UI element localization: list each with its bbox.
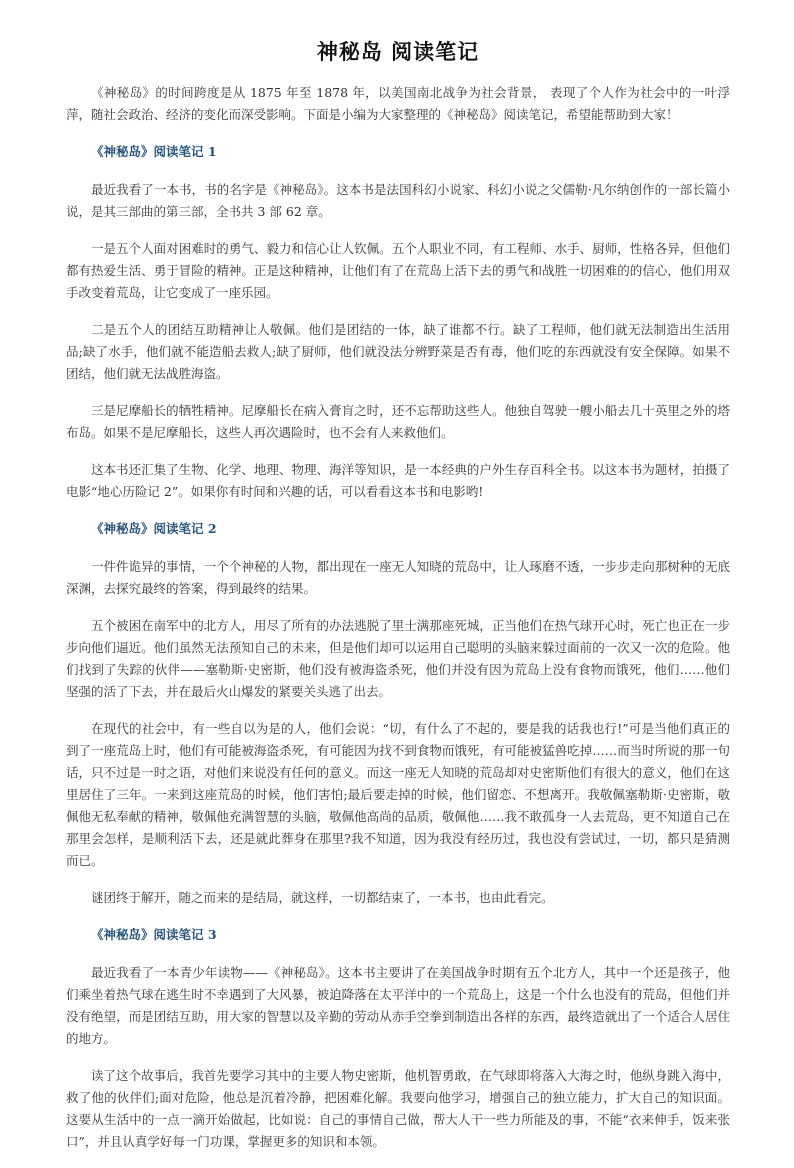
intro-paragraph: 《神秘岛》的时间跨度是从 1875 年至 1878 年，以美国南北战争为社会背景， 表现了个人作为社会中的一叶浮萍，随社会政治、经济的变化而深受影响。下面是小编为大家整理的《神秘岛》阅读笔记，希望能帮助到大家！ — [66, 85, 730, 122]
paragraph: 五个被困在南军中的北方人，用尽了所有的办法逃脱了里士满那座死城，正当他们在热气球开心时，死亡也正在一步步向他们逼近。他们虽然无法预知自己的未来，但是他们却可以运用自己聪明的头脑来躲过面前的一次又一次的危险。他们找到了失踪的伙伴——塞勒斯·史密斯，他们没有被海盗杀死，他们并没有因为荒岛上没有食物而饿死，他们……他们坚强的活了下去，并在最后火山爆发的紧要关头逃了出去。 — [66, 618, 730, 699]
paragraph: 三是尼摩船长的牺牲精神。尼摩船长在病入膏肓之时，还不忘帮助这些人。他独自驾驶一艘小船去几十英里之外的塔布岛。如果不是尼摩船长，这些人再次遇险时，也不会有人来救他们。 — [66, 403, 730, 440]
paragraph: 在现代的社会中，有一些自以为是的人，他们会说：“切，有什么了不起的，要是我的话我也行!”可是当他们真正的到了一座荒岛上时，他们有可能被海盗杀死，有可能因为找不到食物而饿死，有可能被猛兽吃掉……而当时所说的那一句话，只不过是一时之语，对他们来说没有任何的意义。而这一座无人知晓的荒岛却对史密斯他们有很大的意义，他们在这里居住了三年。一来到这座荒岛的时候，他们害怕;最后要走掉的时候，他们留恋、不想离开。我敬佩塞勒斯·史密斯，敬佩他无私奉献的精神，敬佩他充满智慧的头脑，敬佩他高尚的品质，敬佩他……我不敢孤身一人去荒岛，更不知道自己在那里会怎样，是顺利活下去，还是就此葬身在那里?我不知道，因为我没有经历过，我也没有尝试过，一切，都只是猜测而已。 — [66, 721, 730, 868]
paragraph: 谜团终于解开，随之而来的是结局，就这样，一切都结束了，一本书，也由此看完。 — [91, 890, 554, 905]
section-heading-1: 《神秘岛》阅读笔记 1 — [91, 144, 217, 159]
paragraph: 二是五个人的团结互助精神让人敬佩。他们是团结的一体，缺了谁都不行。缺了工程师，他们就无法制造出生活用品;缺了水手，他们就不能造船去救人;缺了厨师，他们就没法分辨野菜是否有毒，他们吃的东西就没有安全保障。如果不团结，他们就无法战胜海盗。 — [66, 322, 730, 381]
document-title: 神秘岛 阅读笔记 — [316, 40, 480, 64]
paragraph: 最近我看了一本书，书的名字是《神秘岛》。这本书是法国科幻小说家、科幻小说之父儒勒·凡尔纳创作的一部长篇小说，是其三部曲的第三部，全书共 3 部 62 章。 — [66, 182, 730, 219]
paragraph: 这本书还汇集了生物、化学、地理、物理、海洋等知识，是一本经典的户外生存百科全书。以这本书为题材，拍摄了电影“地心历险记 2”。如果你有时间和兴趣的话，可以看看这本书和电影哟! — [66, 462, 730, 499]
document-page — [66, 30, 730, 1168]
paragraph: 一件件诡异的事情，一个个神秘的人物，都出现在一座无人知晓的荒岛中，让人琢磨不透，一步步走向那树种的无底深渊，去探究最终的答案，得到最终的结果。 — [66, 559, 730, 596]
paragraph: 一是五个人面对困难时的勇气、毅力和信心让人钦佩。五个人职业不同，有工程师、水手、厨师，性格各异，但他们都有热爱生活、勇于冒险的精神。正是这种精神，让他们有了在荒岛上活下去的勇气和战胜一切困难的的信心，他们用双手改变着荒岛，让它变成了一座乐园。 — [66, 241, 730, 300]
section-heading-3: 《神秘岛》阅读笔记 3 — [91, 927, 217, 942]
paragraph: 最近我看了一本青少年读物——《神秘岛》。这本书主要讲了在美国战争时期有五个北方人，其中一个还是孩子，他们乘坐着热气球在逃生时不幸遇到了大风暴，被迫降落在太平洋中的一个荒岛上，这是一个什么也没有的荒岛，但他们并没有绝望，而是团结互助，用大家的智慧以及辛勤的劳动从赤手空拳到制造出各样的东西，最终造就出了一个适合人居住的地方。 — [66, 965, 730, 1046]
section-heading-2: 《神秘岛》阅读笔记 2 — [91, 521, 217, 536]
paragraph: 读了这个故事后，我首先要学习其中的主要人物史密斯，他机智勇敢，在气球即将落入大海之时，他纵身跳入海中，救了他的伙伴们;面对危险，他总是沉着冷静，把困难化解。我要向他学习，增强自己的独立能力，扩大自己的知识面。这要从生活中的一点一滴开始做起，比如说：自己的事情自己做，帮大人干一些力所能及的事，不能“衣来伸手，饭来张口”，并且认真学好每一门功课，掌握更多的知识和本领。 — [66, 1068, 730, 1149]
